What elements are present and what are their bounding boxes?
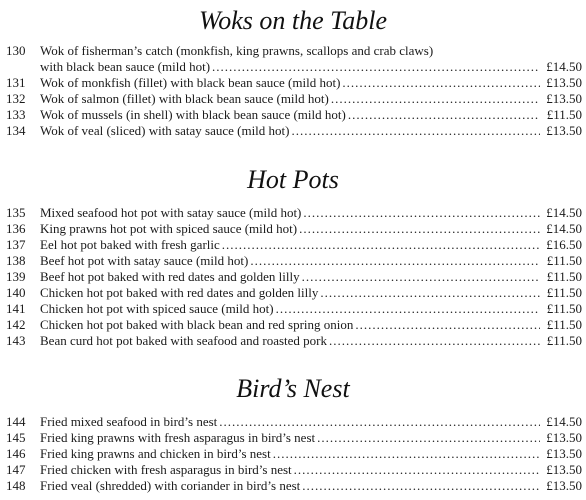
item-number: 132 — [6, 91, 26, 106]
menu-item-132 — [0, 91, 586, 107]
item-number: 140 — [6, 285, 26, 300]
leader-dots — [276, 301, 540, 317]
leader-dots — [212, 59, 540, 75]
item-description: Fried chicken with fresh asparagus in bird’s nest — [40, 462, 292, 477]
menu-item-135 — [0, 205, 586, 221]
leader-dots — [302, 478, 540, 494]
item-number: 148 — [6, 478, 26, 493]
leader-dots — [317, 430, 540, 446]
menu-item-136 — [0, 221, 586, 237]
leader-dots — [302, 269, 540, 285]
item-description: Mixed seafood hot pot with satay sauce (mild hot) — [40, 205, 302, 220]
item-description: Eel hot pot baked with fresh garlic — [40, 237, 220, 252]
item-number: 138 — [6, 253, 26, 268]
section-birds-nest — [0, 374, 586, 404]
item-price: £13.50 — [546, 123, 582, 138]
item-price: £14.50 — [546, 205, 582, 220]
item-description: Chicken hot pot baked with black bean and red spring onion — [40, 317, 354, 332]
leader-dots — [250, 253, 540, 269]
menu-item-142 — [0, 317, 586, 333]
menu-item-138 — [0, 253, 586, 269]
item-number: 131 — [6, 75, 26, 90]
menu-item-143 — [0, 333, 586, 349]
item-description: Wok of salmon (fillet) with black bean sauce (mild hot) — [40, 91, 329, 106]
menu-item-137 — [0, 237, 586, 253]
item-description: Fried king prawns and chicken in bird’s nest — [40, 446, 271, 461]
menu-item-147 — [0, 462, 586, 478]
item-price: £11.50 — [546, 107, 582, 122]
item-description: Fried mixed seafood in bird’s nest — [40, 414, 218, 429]
menu-item-140 — [0, 285, 586, 301]
leader-dots — [355, 317, 540, 333]
leader-dots — [294, 462, 540, 478]
leader-dots — [222, 237, 540, 253]
section-woks — [0, 6, 586, 36]
woks-list — [0, 43, 586, 139]
item-number: 139 — [6, 269, 26, 284]
item-number: 142 — [6, 317, 26, 332]
item-description: Beef hot pot with satay sauce (mild hot) — [40, 253, 249, 268]
menu-item-130-cont — [0, 59, 586, 75]
item-number: 145 — [6, 430, 26, 445]
item-number: 146 — [6, 446, 26, 461]
item-number: 147 — [6, 462, 26, 477]
item-price: £14.50 — [546, 59, 582, 74]
leader-dots — [292, 123, 541, 139]
leader-dots — [348, 107, 540, 123]
item-number: 136 — [6, 221, 26, 236]
item-price: £13.50 — [546, 462, 582, 477]
item-number: 141 — [6, 301, 26, 316]
item-description: Fried veal (shredded) with coriander in bird’s nest — [40, 478, 301, 493]
menu-item-145 — [0, 430, 586, 446]
item-price: £14.50 — [546, 414, 582, 429]
section-title: Hot Pots — [247, 165, 339, 194]
item-price: £16.50 — [546, 237, 582, 252]
item-number: 134 — [6, 123, 26, 138]
item-price: £11.50 — [546, 285, 582, 300]
menu-item-146 — [0, 446, 586, 462]
item-price: £13.50 — [546, 446, 582, 461]
leader-dots — [303, 205, 540, 221]
item-price: £11.50 — [546, 301, 582, 316]
leader-dots — [329, 333, 540, 349]
leader-dots — [299, 221, 540, 237]
section-title: Woks on the Table — [198, 6, 388, 35]
item-number: 143 — [6, 333, 26, 348]
item-number: 135 — [6, 205, 26, 220]
birds-nest-list — [0, 414, 586, 494]
item-number: 130 — [6, 43, 26, 58]
menu-item-131 — [0, 75, 586, 91]
item-number: 133 — [6, 107, 26, 122]
item-description: Wok of veal (sliced) with satay sauce (mild hot) — [40, 123, 290, 138]
item-number: 144 — [6, 414, 26, 429]
item-description: Beef hot pot baked with red dates and golden lilly — [40, 269, 300, 284]
item-price: £11.50 — [546, 317, 582, 332]
item-description: Wok of mussels (in shell) with black bean sauce (mild hot) — [40, 107, 346, 122]
item-price: £13.50 — [546, 430, 582, 445]
leader-dots — [331, 91, 540, 107]
item-price: £13.50 — [546, 478, 582, 493]
menu-item-141 — [0, 301, 586, 317]
item-number: 137 — [6, 237, 26, 252]
menu-item-130 — [0, 43, 586, 59]
item-description: Wok of fisherman’s catch (monkfish, king prawns, scallops and crab claws) — [40, 43, 434, 58]
menu-item-133 — [0, 107, 586, 123]
item-price: £13.50 — [546, 75, 582, 90]
leader-dots — [320, 285, 540, 301]
item-description: Fried king prawns with fresh asparagus in bird’s nest — [40, 430, 316, 445]
item-description: King prawns hot pot with spiced sauce (mild hot) — [40, 221, 298, 236]
menu-item-148 — [0, 478, 586, 494]
item-description-cont: with black bean sauce (mild hot) — [40, 59, 211, 74]
menu-item-139 — [0, 269, 586, 285]
menu-item-144 — [0, 414, 586, 430]
item-description: Bean curd hot pot baked with seafood and roasted pork — [40, 333, 328, 348]
item-description: Chicken hot pot with spiced sauce (mild hot) — [40, 301, 274, 316]
item-price: £11.50 — [546, 333, 582, 348]
item-description: Chicken hot pot baked with red dates and golden lilly — [40, 285, 319, 300]
hot-pots-list — [0, 205, 586, 349]
leader-dots — [219, 414, 540, 430]
item-price: £11.50 — [546, 253, 582, 268]
section-title: Bird’s Nest — [236, 374, 350, 403]
item-price: £13.50 — [546, 91, 582, 106]
leader-dots — [342, 75, 540, 91]
section-hot-pots — [0, 165, 586, 195]
item-description: Wok of monkfish (fillet) with black bean sauce (mild hot) — [40, 75, 341, 90]
item-price: £11.50 — [546, 269, 582, 284]
item-price: £14.50 — [546, 221, 582, 236]
menu-item-134 — [0, 123, 586, 139]
leader-dots — [273, 446, 540, 462]
